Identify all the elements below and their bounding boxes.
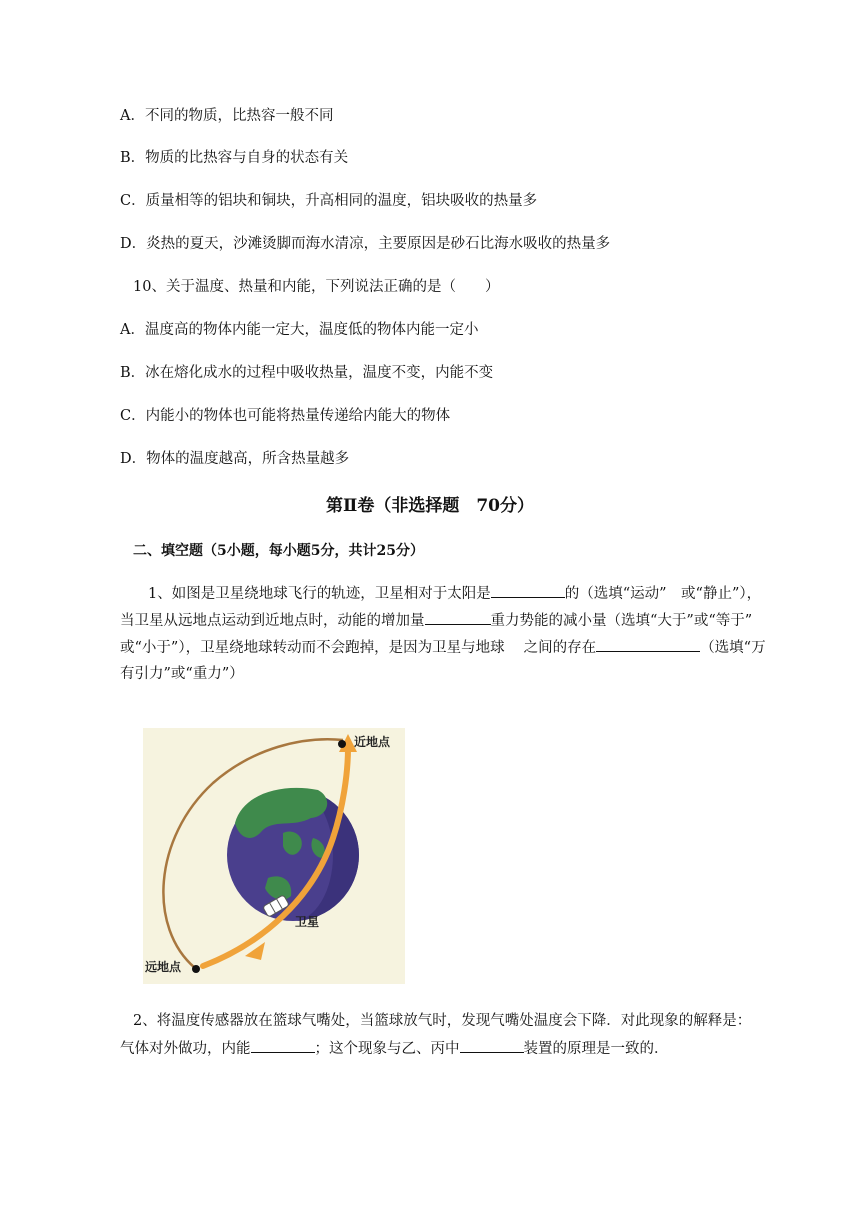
q10-option-c: C．内能小的物体也可能将热量传递给内能大的物体 (120, 408, 451, 424)
perigee-label: 近地点 (354, 735, 391, 749)
q9-option-c: C．质量相等的铝块和铜块，升高相同的温度，铝块吸收的热量多 (120, 193, 538, 209)
answer-blank[interactable] (251, 1037, 315, 1053)
answer-blank[interactable] (596, 636, 700, 652)
orbit-figure (143, 728, 405, 984)
fq2-line-2 (120, 1037, 669, 1060)
section-title: 第Ⅱ卷（非选择题 70分） (326, 496, 534, 516)
fq1-line-4: 有引力”或“重力”） (120, 666, 244, 682)
apogee-point (192, 965, 200, 973)
q9-option-a: A．不同的物质，比热容一般不同 (120, 108, 334, 124)
answer-blank[interactable] (425, 609, 491, 625)
q9-option-b: B．物质的比热容与自身的状态有关 (120, 150, 349, 166)
fq2-text: 装置的原理是一致的． (523, 1041, 669, 1057)
answer-blank[interactable] (491, 582, 565, 598)
fq2-line-1: 2、将温度传感器放在篮球气嘴处，当篮球放气时，发现气嘴处温度会下降．对此现象的解释是： (133, 1013, 752, 1029)
q10-stem: 10、关于温度、热量和内能，下列说法正确的是（ ） (133, 279, 500, 295)
fq1-text: （选填“万 (700, 640, 766, 656)
q10-option-d: D．物体的温度越高，所含热量越多 (120, 451, 350, 467)
fq1-line-3 (120, 636, 766, 659)
perigee-point (338, 740, 346, 748)
apogee-label: 远地点 (145, 960, 182, 974)
section-heading: 二、填空题（5小题，每小题5分，共计25分） (133, 543, 424, 559)
fq2-text: ；这个现象与乙、丙中 (314, 1041, 460, 1057)
fq1-line-1 (148, 582, 761, 605)
satellite-label: 卫星 (295, 915, 320, 929)
fq2-text: 气体对外做功，内能 (120, 1041, 251, 1057)
fq1-text: 1、如图是卫星绕地球飞行的轨迹，卫星相对于太阳是 (148, 586, 491, 602)
fq1-line-2 (120, 609, 752, 632)
q9-option-d: D．炎热的夏天，沙滩烫脚而海水清凉，主要原因是砂石比海水吸收的热量多 (120, 236, 611, 252)
answer-blank[interactable] (460, 1037, 524, 1053)
q10-option-b: B．冰在熔化成水的过程中吸收热量，温度不变，内能不变 (120, 365, 494, 381)
q10-option-a: A．温度高的物体内能一定大，温度低的物体内能一定小 (120, 322, 479, 338)
fq1-text: 重力势能的减小量（选填“大于”或“等于” (490, 613, 753, 629)
fq1-text: 当卫星从远地点运动到近地点时，动能的增加量 (120, 613, 425, 629)
fq1-text: 或“小于”），卫星绕地球转动而不会跑掉，是因为卫星与地球 之间的存在 (120, 640, 597, 656)
fq1-text: 的（选填“运动” 或“静止”）， (564, 586, 762, 602)
